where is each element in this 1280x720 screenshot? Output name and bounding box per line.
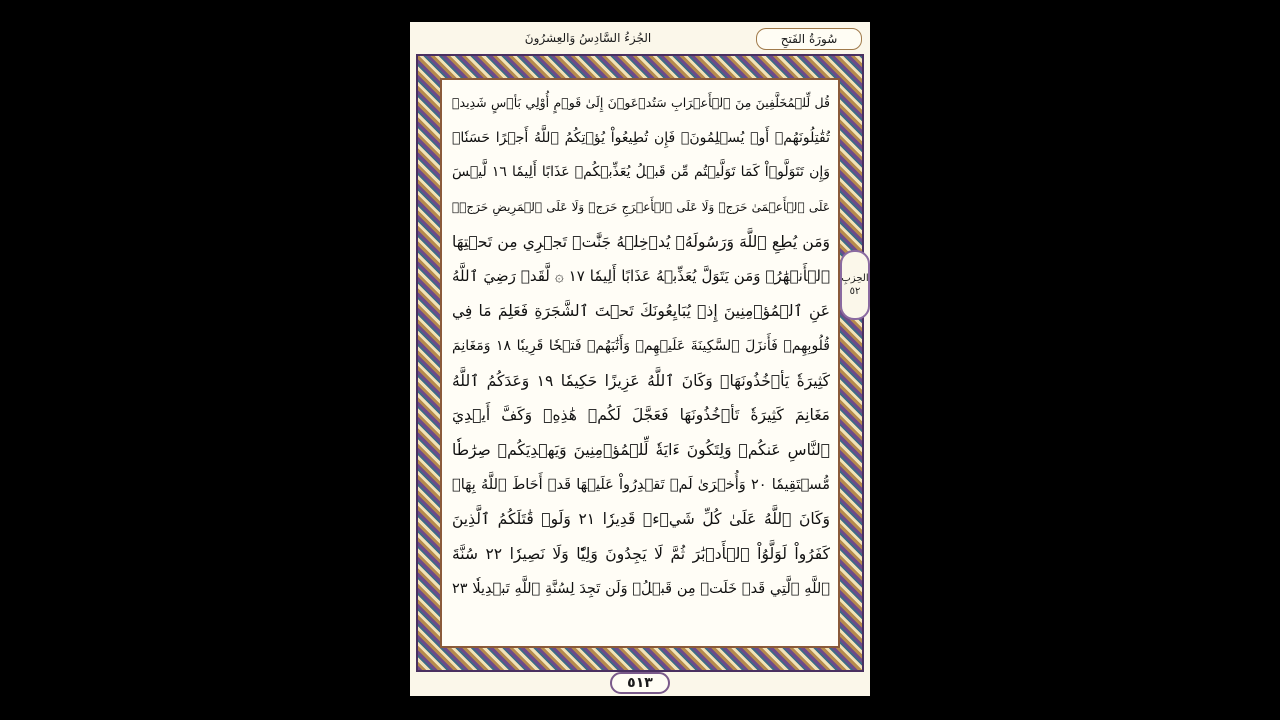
verse-line: عَلَى ٱلۡأَعۡمَىٰ حَرَجٞ وَلَا عَلَى ٱلۡأَعۡرَجِ حَرَجٞ وَلَا عَلَى ٱلۡمَرِيضِ حَرَجٞۗ bbox=[452, 200, 830, 215]
verse-line: كَثِيرَةٗ يَأۡخُذُونَهَاۗ وَكَانَ ٱللَّهُ عَزِيزًا حَكِيمٗا ١٩ وَعَدَكُمُ ٱللَّهُ bbox=[452, 371, 830, 390]
surah-title: سُورَةُ الفَتحِ bbox=[756, 28, 862, 50]
verse-line: وَإِن تَتَوَلَّوۡاْ كَمَا تَوَلَّيۡتُم مِّن قَبۡلُ يُعَذِّبۡكُمۡ عَذَابًا أَلِيمٗا ١٦ لَّيۡسَ bbox=[452, 164, 830, 181]
verse-line: قُلُوبِهِمۡ فَأَنزَلَ ٱلسَّكِينَةَ عَلَيۡهِمۡ وَأَثَٰبَهُمۡ فَتۡحٗا قَرِيبٗا ١٨ وَمَغَانِمَ bbox=[452, 337, 830, 354]
ornamental-frame bbox=[416, 54, 864, 672]
verse-line: وَمَن يُطِعِ ٱللَّهَ وَرَسُولَهُۥ يُدۡخِلۡهُ جَنَّٰتٖ تَجۡرِي مِن تَحۡتِهَا bbox=[452, 232, 830, 251]
page-header bbox=[410, 22, 870, 56]
verse-line: مُّسۡتَقِيمٗا ٢٠ وَأُخۡرَىٰ لَمۡ تَقۡدِرُواْ عَلَيۡهَا قَدۡ أَحَاطَ ٱللَّهُ بِهَاۚ bbox=[452, 476, 830, 493]
juz-title: الجُزءُ السَّادِسُ وَالعِشرُونَ bbox=[524, 31, 652, 45]
verse-line: ٱلۡأَنۡهَٰرُۖ وَمَن يَتَوَلَّ يُعَذِّبۡهُ عَذَابًا أَلِيمٗا ١٧ ۞ لَّقَدۡ رَضِيَ ٱللَّهُ bbox=[452, 267, 830, 286]
verse-line: عَنِ ٱلۡمُؤۡمِنِينَ إِذۡ يُبَايِعُونَكَ تَحۡتَ ٱلشَّجَرَةِ فَعَلِمَ مَا فِي bbox=[452, 302, 830, 321]
hizb-number: ٥٢ bbox=[849, 286, 861, 297]
mushaf-page bbox=[410, 22, 870, 696]
verse-line: قُل لِّلۡمُخَلَّفِينَ مِنَ ٱلۡأَعۡرَابِ سَتُدۡعَوۡنَ إِلَىٰ قَوۡمٍ أُوْلِي بَأۡسٍ شَدِيدٖ bbox=[452, 95, 830, 110]
verse-line: ٱلنَّاسِ عَنكُمۡ وَلِتَكُونَ ءَايَةٗ لِّلۡمُؤۡمِنِينَ وَيَهۡدِيَكُمۡ صِرَٰطٗا bbox=[452, 440, 830, 459]
hizb-label: الحِزبِ bbox=[841, 273, 869, 284]
hizb-marker bbox=[840, 250, 870, 320]
verse-line: وَكَانَ ٱللَّهُ عَلَىٰ كُلِّ شَيۡءٖ قَدِيرٗا ٢١ وَلَوۡ قَٰتَلَكُمُ ٱلَّذِينَ bbox=[452, 510, 830, 529]
verse-lines bbox=[452, 86, 830, 640]
verse-line: كَفَرُواْ لَوَلَّوُاْ ٱلۡأَدۡبَٰرَ ثُمَّ لَا يَجِدُونَ وَلِيّٗا وَلَا نَصِيرٗا ٢٢ سُنَّةَ bbox=[452, 544, 830, 563]
page-footer bbox=[410, 672, 870, 696]
page-number: ٥١٣ bbox=[610, 672, 670, 694]
verse-line: تُقَٰتِلُونَهُمۡ أَوۡ يُسۡلِمُونَۖ فَإِن تُطِيعُواْ يُؤۡتِكُمُ ٱللَّهُ أَجۡرًا حَسَنٗاۖ bbox=[452, 129, 830, 146]
verse-line: ٱللَّهِ ٱلَّتِي قَدۡ خَلَتۡ مِن قَبۡلُۖ وَلَن تَجِدَ لِسُنَّةِ ٱللَّهِ تَبۡدِيلٗا ٢٣ bbox=[452, 580, 830, 597]
verse-line: مَغَانِمَ كَثِيرَةٗ تَأۡخُذُونَهَا فَعَجَّلَ لَكُمۡ هَٰذِهِۦ وَكَفَّ أَيۡدِيَ bbox=[452, 406, 830, 425]
text-area bbox=[440, 78, 840, 648]
